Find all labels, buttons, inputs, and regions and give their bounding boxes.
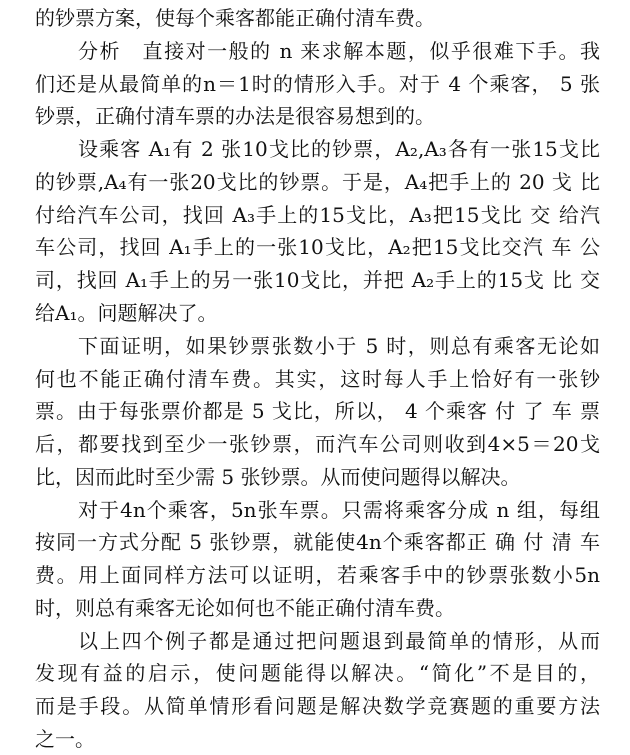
text-line: 以上四个例子都是通过把问题退到最简单的情形，从而 <box>78 629 600 653</box>
text-line: 付给汽车公司，找回 A₃手上的15戈比，A₃把15戈比 交 给汽 <box>35 203 600 227</box>
text-line: 设乘客 A₁有 2 张10戈比的钞票，A₂,A₃各有一张15戈比 <box>78 137 600 161</box>
text-line: 之一。 <box>35 727 95 751</box>
text-line: 对于4n个乘客，5n张车票。只需将乘客分成 n 组，每组 <box>78 498 600 522</box>
text-line: 而是手段。从简单情形看问题是解决数学竞赛题的重要方法 <box>35 694 600 718</box>
text-line: 的钞票方案，使每个乘客都能正确付清车费。 <box>35 6 435 30</box>
text-line: 给A₁。问题解决了。 <box>35 301 218 325</box>
text-line: 后，都要找到至少一张钞票，而汽车公司则收到4×5＝20戈 <box>35 432 600 456</box>
text-line: 时，则总有乘客无论如何也不能正确付清车费。 <box>35 596 455 620</box>
text-line: 比，因而此时至少需 5 张钞票。从而使问题得以解决。 <box>35 465 521 489</box>
text-line: 司，找回 A₁手上的另一张10戈比，并把 A₂手上的15戈 比 交 <box>35 268 600 292</box>
text-line: 发现有益的启示，使问题能得以解决。“简化”不是目的， <box>35 661 600 685</box>
text-line: 们还是从最简单的n＝1时的情形入手。对于 4 个乘客， 5 张 <box>35 72 600 96</box>
text-line: 票。由于每张票价都是 5 戈比，所以， 4 个乘客 付 了 车 票 <box>35 399 600 423</box>
text-line: 费。用上面同样方法可以证明，若乘客手中的钞票张数小5n <box>35 563 600 587</box>
text-line: 的钞票,A₄有一张20戈比的钞票。于是，A₄把手上的 20 戈 比 <box>35 170 600 194</box>
text-line: 分析 直接对一般的 n 来求解本题，似乎很难下手。我 <box>78 39 600 63</box>
text-line: 下面证明，如果钞票张数小于 5 时，则总有乘客无论如 <box>78 334 600 358</box>
text-line: 按同一方式分配 5 张钞票，就能使4n个乘客都正 确 付 清 车 <box>35 530 600 554</box>
text-line: 车公司，找回 A₁手上的一张10戈比，A₂把15戈比交汽 车 公 <box>35 235 600 259</box>
text-line: 何也不能正确付清车费。其实，这时每人手上恰好有一张钞 <box>35 367 600 391</box>
text-line: 钞票，正确付清车票的办法是很容易想到的。 <box>35 104 435 128</box>
